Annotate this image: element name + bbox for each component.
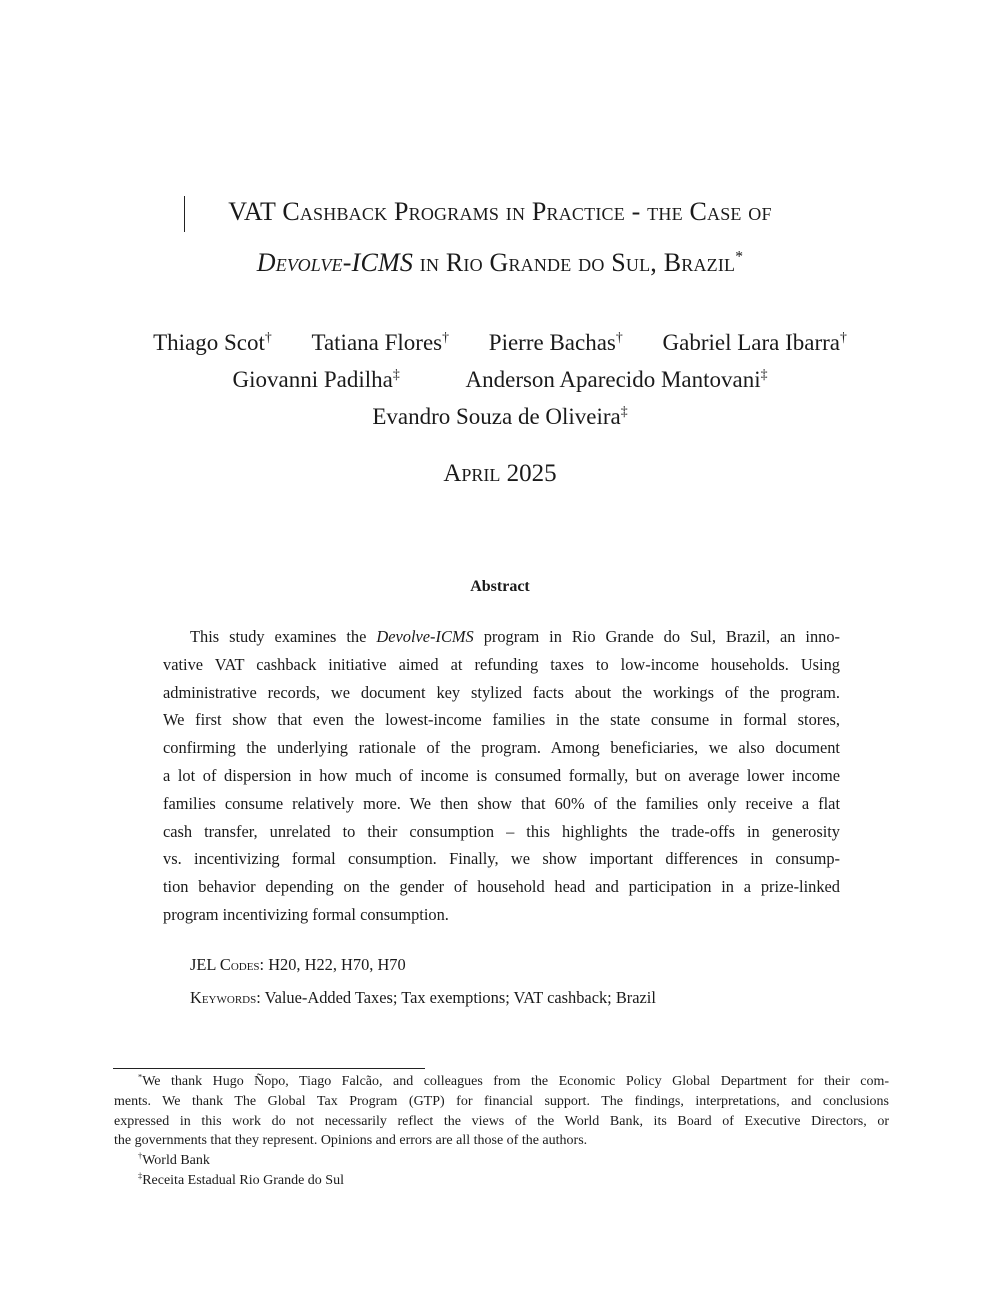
author: Evandro Souza de Oliveira‡ bbox=[372, 403, 628, 429]
footnote-line: the governments that they represent. Opinions and errors are all those of the authors. bbox=[114, 1133, 588, 1149]
author: Pierre Bachas† bbox=[488, 329, 623, 355]
abstract-line: families consume relatively more. We then show that 60% of the families only receive a flat bbox=[163, 793, 840, 813]
program-name: Devolve-ICMS bbox=[256, 248, 414, 277]
footnotes bbox=[114, 1072, 889, 1191]
abstract-line: We first show that even the lowest-income families in the state consume in formal stores, bbox=[163, 710, 840, 730]
abstract-line: cash transfer, unrelated to their consumption – this highlights the trade-offs in generosity bbox=[163, 821, 840, 841]
author: Tatiana Flores† bbox=[311, 329, 450, 355]
jel-value: H20, H22, H70, H70 bbox=[264, 955, 406, 974]
author: Anderson Aparecido Mantovani‡ bbox=[465, 366, 768, 392]
abstract-line: administrative records, we document key stylized facts about the workings of the program. bbox=[163, 682, 840, 702]
author-row bbox=[100, 367, 900, 393]
author: Gabriel Lara Ibarra† bbox=[662, 329, 847, 355]
author-row bbox=[100, 404, 900, 430]
title-rest: in Rio Grande do Sul, Brazil bbox=[413, 248, 736, 277]
abstract-body bbox=[163, 623, 840, 929]
author-row bbox=[100, 330, 900, 356]
abstract-line: confirming the underlying rationale of the program. Among beneficiaries, we also document bbox=[163, 738, 840, 758]
footnote-line: expressed in this work do not necessarily reflect the views of the World Bank, its Board of Executive Directors, or bbox=[114, 1113, 889, 1129]
abstract-heading: Abstract bbox=[470, 578, 530, 595]
keywords-value: Value-Added Taxes; Tax exemptions; VAT cashback; Brazil bbox=[260, 988, 656, 1007]
paper-title-line-1: VAT Cashback Programs in Practice - the Case of bbox=[228, 197, 772, 226]
abstract-line: a lot of dispersion in how much of income is consumed formally, but on average lower income bbox=[163, 765, 840, 785]
author: Giovanni Padilha‡ bbox=[232, 366, 400, 392]
paper-title-line-2 bbox=[100, 248, 900, 278]
abstract-line: vs. incentivizing formal consumption. Finally, we show important differences in consump- bbox=[163, 849, 840, 869]
footnote-rule bbox=[113, 1068, 425, 1069]
footnote-affiliation: †World Bank bbox=[138, 1151, 210, 1169]
jel-label: JEL Codes: bbox=[190, 955, 265, 974]
footnote-affiliation: ‡Receita Estadual Rio Grande do Sul bbox=[138, 1171, 344, 1188]
abstract-line: tion behavior depending on the gender of household head and participation in a prize-linked bbox=[163, 877, 840, 897]
abstract-line: This study examines the Devolve-ICMS program in Rio Grande do Sul, Brazil, an inno- bbox=[190, 627, 840, 646]
publication-date: April 2025 bbox=[443, 460, 557, 487]
footnote-line: ments. We thank The Global Tax Program (GTP) for financial support. The findings, interpretations, and conclusions bbox=[114, 1093, 889, 1109]
keywords bbox=[190, 988, 656, 1008]
author: Thiago Scot† bbox=[153, 329, 272, 355]
abstract-line: program incentivizing formal consumption. bbox=[163, 904, 449, 924]
jel-codes bbox=[190, 955, 406, 975]
title-footnote-mark: * bbox=[735, 248, 744, 266]
abstract-line: vative VAT cashback initiative aimed at refunding taxes to low-income households. Using bbox=[163, 654, 840, 674]
footnote-line: *We thank Hugo Ñopo, Tiago Falcão, and colleagues from the Economic Policy Global Department for their com- bbox=[138, 1072, 889, 1089]
keywords-label: Keywords: bbox=[190, 988, 261, 1007]
